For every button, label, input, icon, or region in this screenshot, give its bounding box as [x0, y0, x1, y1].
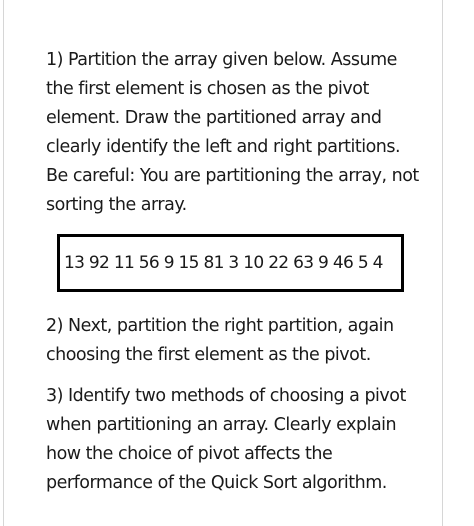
right-margin-rule	[442, 0, 443, 526]
array-values: 13 92 11 56 9 15 81 3 10 22 63 9 46 5 4	[64, 253, 383, 273]
left-margin-rule	[3, 0, 4, 526]
question-2-text: 2) Next, partition the right partition, again choosing the first element as the pivot.	[46, 316, 394, 365]
question-3-text: 3) Identify two methods of choosing a pivot when partitioning an array. Clearly explain how the choice of pivot affects the performance of the Quick Sort algorithm.	[46, 386, 406, 493]
array-box	[57, 234, 404, 292]
question-1-text: 1) Partition the array given below. Assume the first element is chosen as the pivot element. Draw the partitioned array and clearly identify the left and right partitions. Be careful: You are partitioning the array, not sorting the array.	[46, 50, 419, 215]
